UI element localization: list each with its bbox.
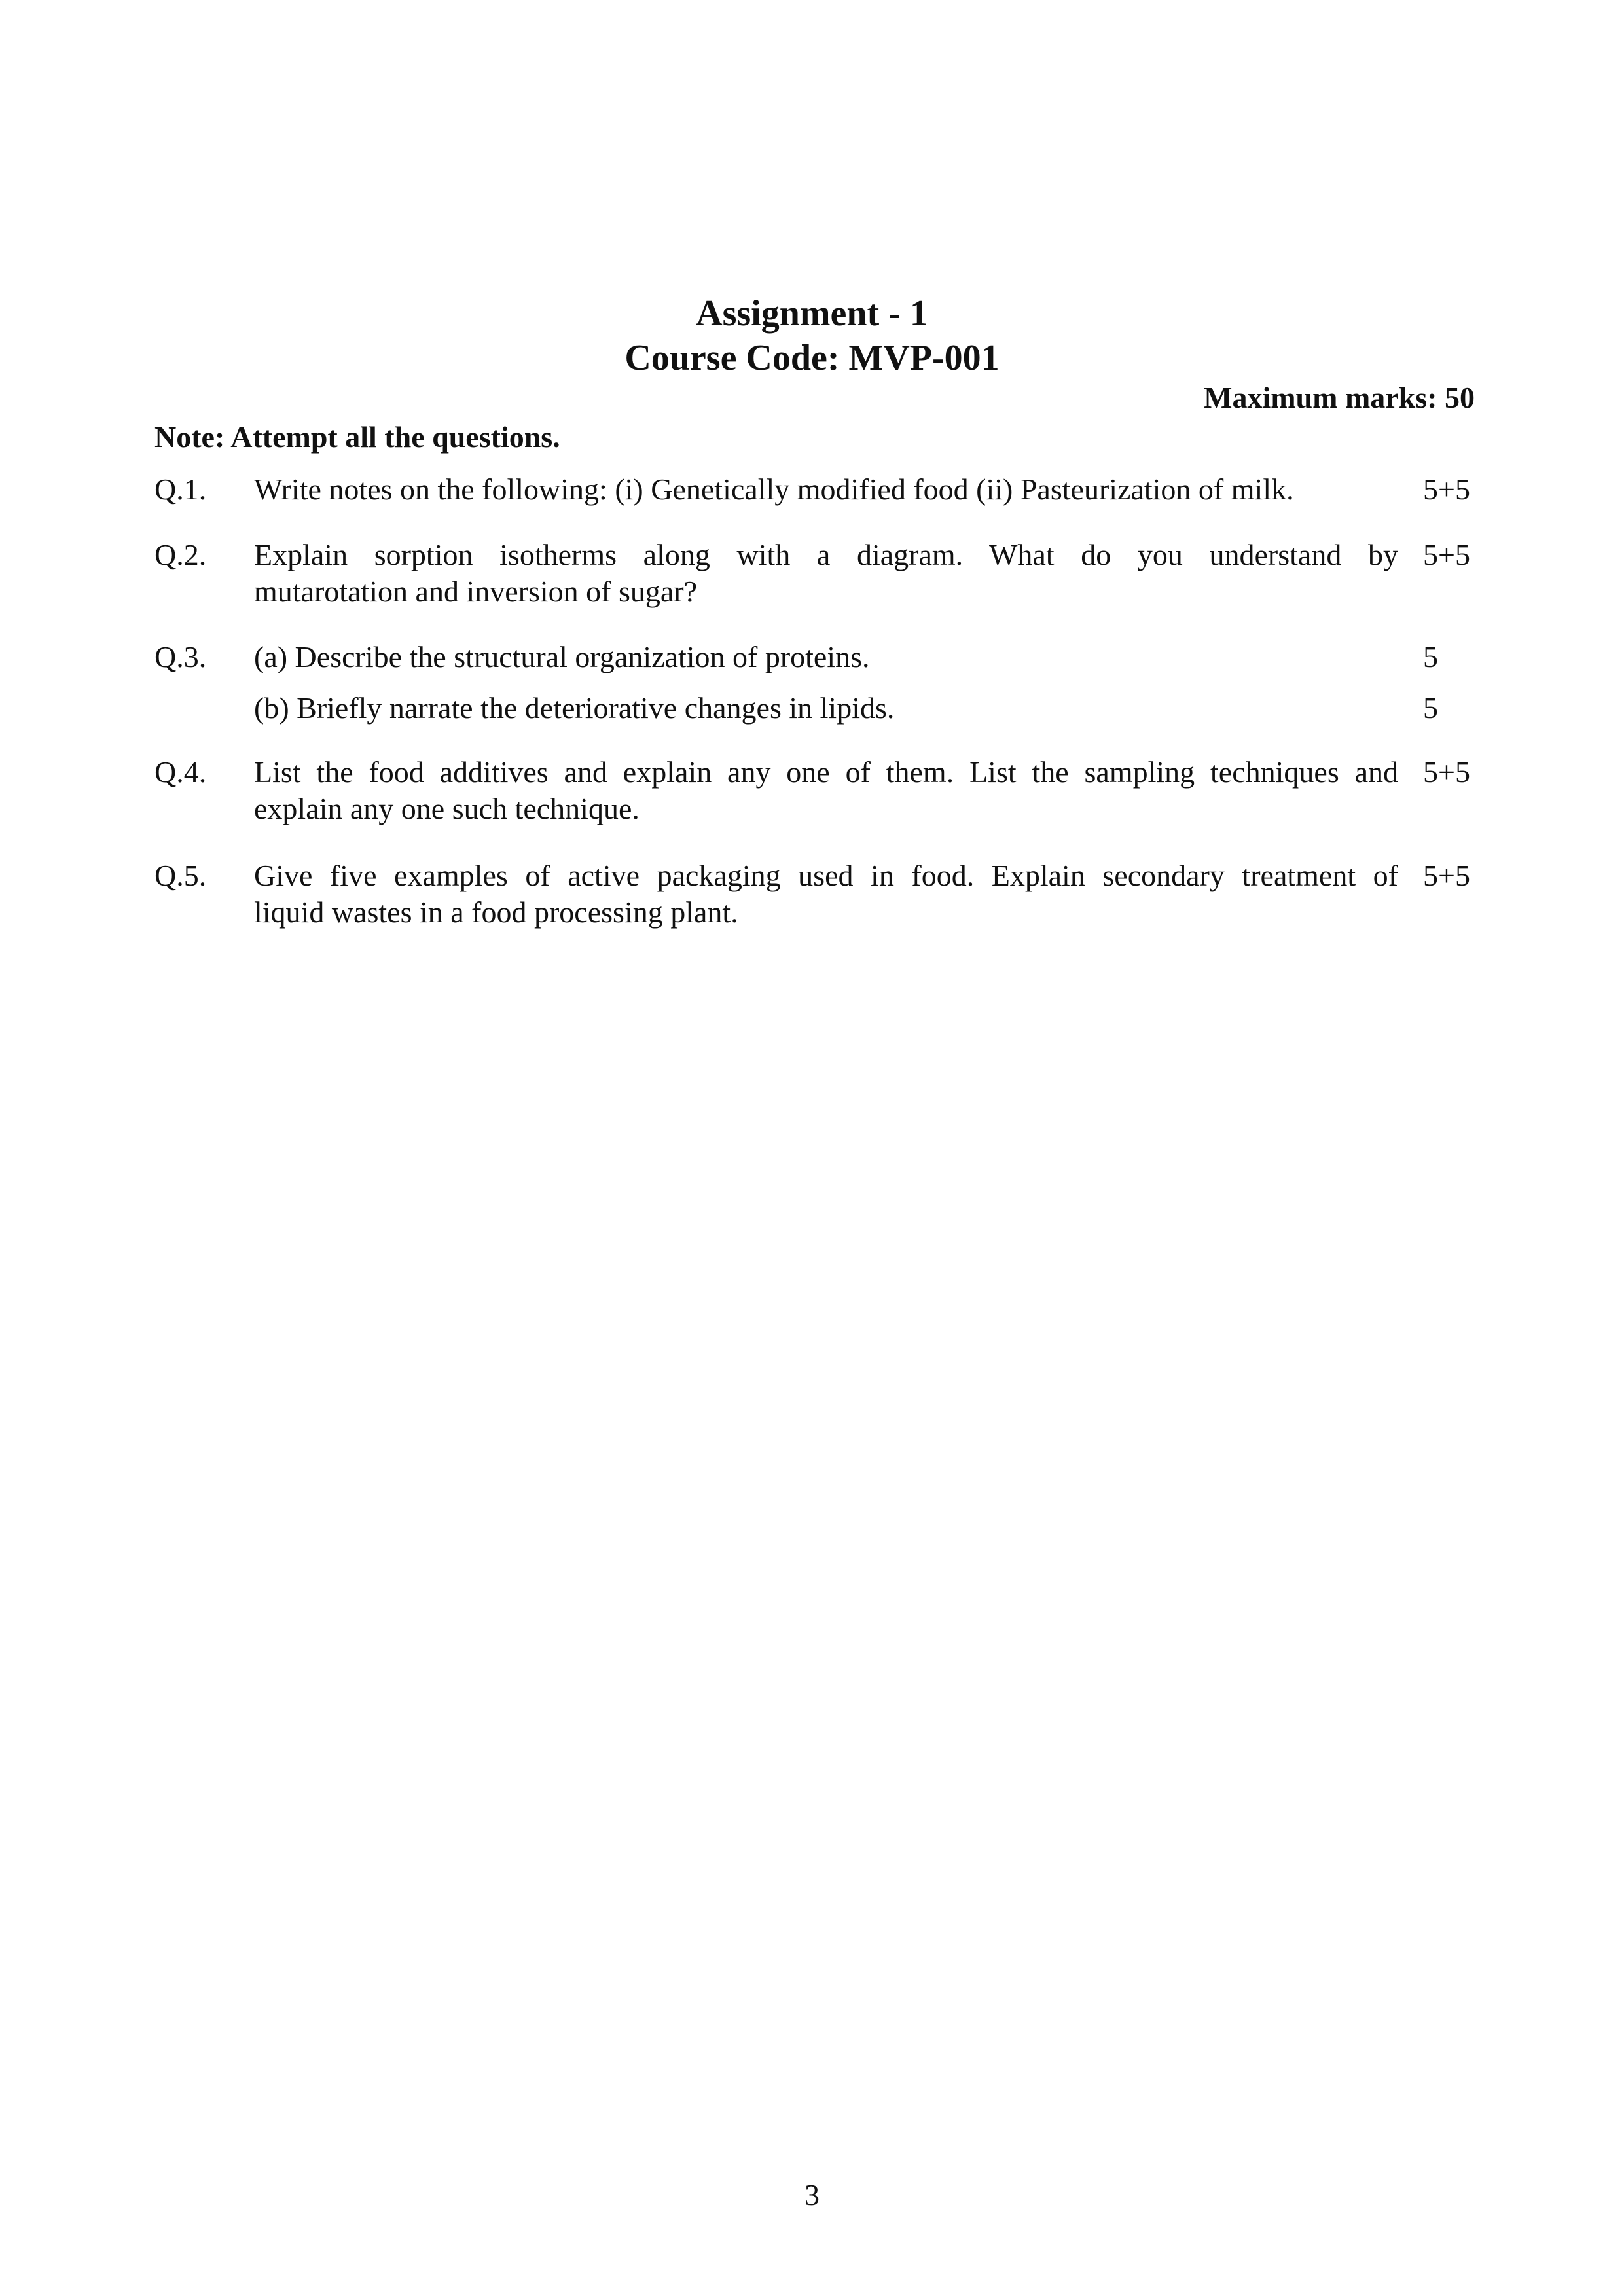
question-line: Write notes on the following: (i) Genetically modified food (ii) Pasteurization of milk.: [254, 473, 1294, 506]
question-marks: 5: [1423, 640, 1438, 673]
question-line: (a) Describe the structural organization of proteins.: [254, 640, 870, 673]
question-line: liquid wastes in a food processing plant.: [254, 895, 738, 929]
question-text: [254, 690, 1398, 726]
question-text: [254, 857, 1398, 931]
question-text: [254, 639, 1398, 675]
question-number: Q.5.: [154, 859, 207, 892]
question-line: (b) Briefly narrate the deteriorative changes in lipids.: [254, 691, 895, 725]
question-line: Explain sorption isotherms along with a diagram. What do you understand by: [254, 538, 1398, 571]
question-marks: 5+5: [1423, 538, 1470, 571]
page-number: 3: [804, 2178, 820, 2212]
question-line: mutarotation and inversion of sugar?: [254, 575, 698, 608]
question-marks: 5+5: [1423, 859, 1470, 892]
maximum-marks: Maximum marks: 50: [1204, 381, 1475, 414]
question-text: [254, 537, 1398, 610]
question-marks: 5: [1423, 691, 1438, 725]
question-text: [254, 754, 1398, 827]
question-number: Q.4.: [154, 755, 207, 789]
course-code: Course Code: MVP-001: [624, 338, 1000, 378]
instruction-note: Note: Attempt all the questions.: [154, 420, 560, 454]
question-number: Q.2.: [154, 538, 207, 571]
question-text: [254, 471, 1398, 508]
question-line: List the food additives and explain any one of them. List the sampling techniques and: [254, 755, 1398, 789]
question-line: Give five examples of active packaging used in food. Explain secondary treatment of: [254, 859, 1398, 892]
question-number: Q.1.: [154, 473, 207, 506]
question-line: explain any one such technique.: [254, 792, 640, 825]
assignment-title: Assignment - 1: [696, 293, 928, 334]
question-marks: 5+5: [1423, 755, 1470, 789]
question-number: Q.3.: [154, 640, 207, 673]
question-marks: 5+5: [1423, 473, 1470, 506]
